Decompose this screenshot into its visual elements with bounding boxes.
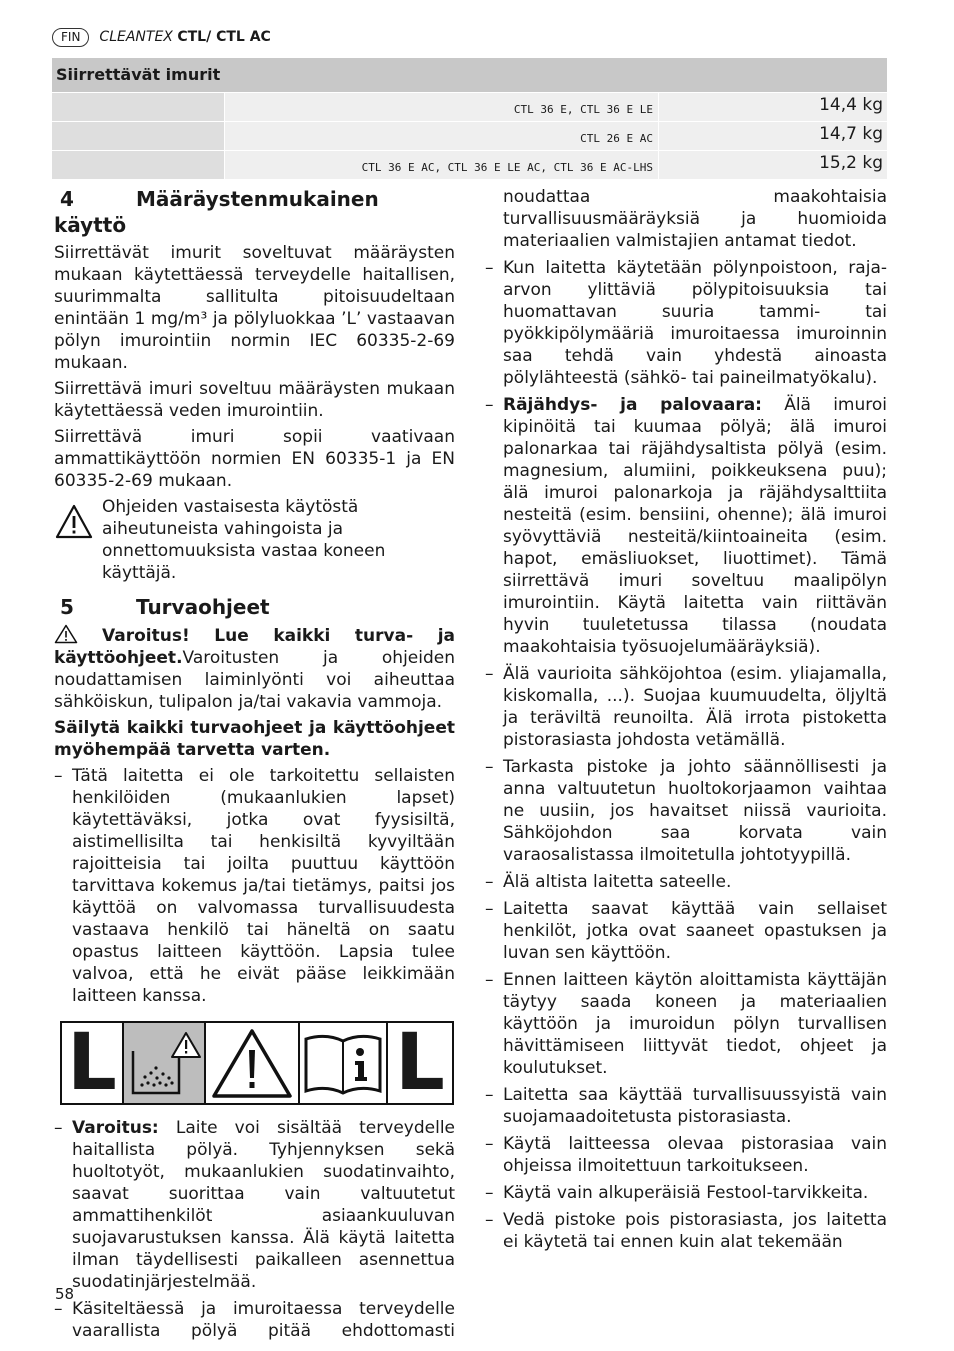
continued-text: noudattaa maakohtaisia turvallisuusmääräyksiä ja huomioida materiaalien valmistajien antamat tiedot. [503, 187, 887, 251]
section-5-heading: 5 Turvaohjeet [60, 595, 270, 619]
warning-triangle-icon [206, 1023, 300, 1103]
weight-cell: 14,7 kg [659, 122, 887, 150]
language-badge: FIN [52, 28, 89, 47]
pictogram-strip [60, 1018, 454, 1108]
warning-text: Ohjeiden vastaisesta käytöstä aiheutuneista vahingoista ja onnettomuuksista vastaa koneen käyttäjä. [102, 497, 386, 583]
warning-note [54, 496, 455, 584]
dust-container-icon [124, 1023, 206, 1103]
page-header [52, 26, 271, 48]
weight-cell: 14,4 kg [659, 93, 887, 121]
read-manual-icon [300, 1023, 388, 1103]
list-item: – Älä altista laitetta sateelle. [485, 871, 887, 893]
list-item: – Käytä vain alkuperäisiä Festool-tarvikkeita. [485, 1182, 887, 1204]
list-item: – Käytä laitteessa olevaa pistorasiaa vain ohjeissa ilmoitettuun tarkoitukseen. [485, 1133, 887, 1177]
list-item: – Ennen laitteen käytön aloittamista käyttäjän täytyy saada koneen ja materiaalien käyttöön ja imuroidun pölyn turvallisen hävittämiseen liittyvät tiedot, ohjeet ja koulutukset. [485, 969, 887, 1079]
list-item: – Varoitus: Laite voi sisältää terveydelle haitallista pölyä. Tyhjennyksen sekä huoltotyöt, mukaanlukien suodatinvaihto, saavat suorittaa vain valtuutetut ammattihenkilöt asiaankuuluvan suojavarustuksen kanssa. Älä käytä laitetta ilman täydellisesti paikalleen asennettua suodatinjärjestelmää. [54, 1117, 455, 1293]
paragraph: Siirrettävät imurit soveltuvat määräysten mukaan käytettäessä terveydelle haitallisen, suurimmalta sallitulta pitoisuudeltaan enintään 1 mg/m³ ja pölyluokkaa ’L’ vastaavan pölyn imurointiin normin IEC 60335-2-69 mukaan. [54, 243, 455, 373]
list-item: – Käsiteltäessä ja imuroitaessa terveydelle vaarallista pölyä pitää ehdottomasti [54, 1298, 455, 1342]
paragraph: Siirrettävä imuri sopii vaativaan ammattikäyttöön normien EN 60335-1 ja EN 60335-2-69 mukaan. [54, 427, 455, 491]
list-item: – Räjähdys- ja palovaara: Älä imuroi kipinöitä tai kuumaa pölyä; älä imuroi palonarkaa tai räjähdysaltista pölyä (esim. magnesium, alumiini, poikkeuksena puu); älä imuroi palonarkoja ja räjähdysalttiita nesteitä (esim. bensiini, ohenne); älä imuroi syövyttäviä nesteitä/kiintoaineita (esim. hapot, emäsliuokset, liuottimet). Tämä siirrettävä imuri soveltuu maalipölyn imurointiin. Käytä laitetta vain riittävän hyvin tuuletetussa tilassa (noudata maakohtaisia työsuojelumääräyksiä). [485, 394, 887, 658]
model-cell: CTL 36 E, CTL 36 E LE [225, 93, 658, 121]
table-row [52, 151, 887, 179]
right-column [485, 186, 887, 1258]
left-column [54, 186, 455, 1347]
table-title: Siirrettävät imurit [52, 58, 887, 92]
dust-class-l-icon: L [395, 1018, 445, 1108]
weight-cell: 15,2 kg [659, 151, 887, 179]
dust-class-l-icon: L [62, 1023, 124, 1103]
warning-paragraph: Varoitus! Lue kaikki turva- ja käyttöohjeet.Varoitusten ja ohjeiden noudattamisen laiminlyönti voi aiheuttaa sähköiskun, tulipalon ja/tai vakavia vammoja. [54, 626, 455, 712]
model-cell: CTL 36 E AC, CTL 36 E LE AC, CTL 36 E AC-LHS [225, 151, 658, 179]
model-cell: CTL 26 E AC [225, 122, 658, 150]
section-4-heading: 4 Määräystenmukainen käyttö [54, 187, 379, 237]
warning-icon [54, 502, 94, 542]
page-number: 58 [55, 1285, 75, 1303]
list-item: – Vedä pistoke pois pistorasiasta, jos laitetta ei käytetä tai ennen kuin alat tekemään [485, 1209, 887, 1253]
product-name: CLEANTEX CTL/ CTL AC [99, 29, 271, 45]
list-item: – Tarkasta pistoke ja johto säännöllisesti ja anna valtuutetun huoltokorjaamon vaihtaa ne uusiin, jos havaitset niissä vaurioita. Sähköjohdon saa korvata vain varaosalistassa ilmoitetulla johtotyypillä. [485, 756, 887, 866]
paragraph: Siirrettävä imuri soveltuu määräysten mukaan käytettäessä veden imurointiin. [54, 379, 455, 421]
list-item: – Kun laitetta käytetään pölynpoistoon, raja-arvon ylittäviä pölypitoisuuksia tai huomattavan suuria tammi- tai pyökkipölymääriä imuroitaessa imuroinnin saa tehdä vain yhdestä ainoasta pölylähteestä (sähkö- tai paineilmatyökalu). [485, 257, 887, 389]
list-item: – Älä vaurioita sähköjohtoa (esim. yliajamalla, kiskomalla, ...). Suojaa kuumuudelta, öljyltä ja teräviltä reunoilta. Älä irrota pistoketta pistorasiasta johdosta vetämällä. [485, 663, 887, 751]
table-row [52, 122, 887, 150]
list-item: – Laitetta saa käyttää turvallisuussyistä vain suojamaadoitetusta pistorasiasta. [485, 1084, 887, 1128]
list-item: – Laitetta saavat käyttää vain sellaiset henkilöt, jotka ovat saaneet opastuksen ja luvan sen käyttöön. [485, 898, 887, 964]
table-row [52, 93, 887, 121]
warning-icon [54, 624, 78, 644]
weight-table [52, 58, 887, 179]
keep-instructions: Säilytä kaikki turvaohjeet ja käyttöohjeet myöhempää tarvetta varten. [54, 718, 455, 760]
list-item: – Tätä laitetta ei ole tarkoitettu sellaisten henkilöiden (mukaanlukien lapset) käytettäväksi, jotka ovat fyysisiltä, aistimellisilta tai henkisiltä kyvyiltään rajoitteisia tai joilta puuttuu käyttöön tarvittava kokemus ja/tai tietämys, paitsi jos käyttöä on valvomassa turvallisuudesta vastaava henkilö tai häneltä on saatu opastus laitteen käyttöön. Lapsia tulee valvoa, että he eivät pääse leikkimään laitteen kanssa. [54, 765, 455, 1007]
